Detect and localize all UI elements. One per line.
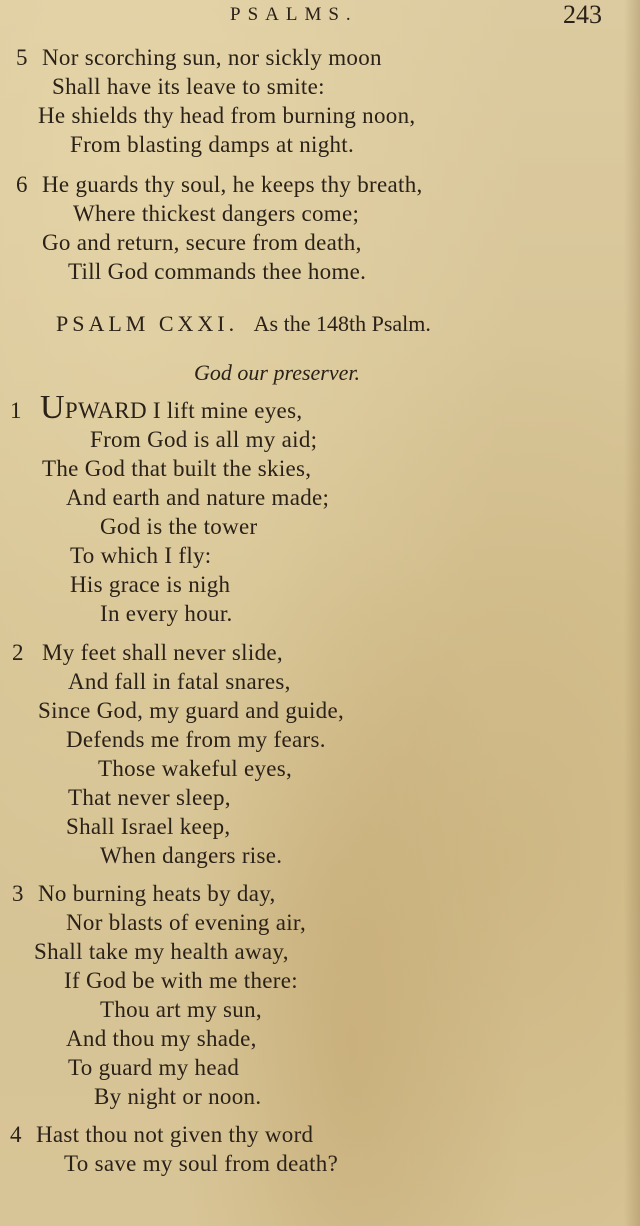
psalm-title	[56, 311, 431, 337]
verse-line: He shields thy head from burning noon,	[38, 103, 416, 128]
verse-line: If God be with me there:	[64, 968, 298, 993]
verse-line: From God is all my aid;	[90, 427, 318, 452]
verse-line: Shall take my health away,	[34, 939, 289, 964]
verse-line: In every hour.	[100, 601, 233, 626]
verse-line: Since God, my guard and guide,	[38, 698, 345, 723]
verse-line: His grace is nigh	[70, 572, 231, 597]
verse-line: My feet shall never slide,	[42, 640, 283, 665]
psalm-number: PSALM CXXI.	[56, 311, 239, 336]
verse-line-first	[40, 389, 303, 426]
verse-line: To guard my head	[68, 1055, 240, 1080]
verse-line: To which I fly:	[70, 543, 212, 568]
verse-number: 1	[10, 398, 22, 423]
verse-line: Go and return, secure from death,	[42, 230, 362, 255]
verse-line: That never sleep,	[68, 785, 231, 810]
verse-line: Defends me from my fears.	[66, 727, 326, 752]
verse-line: God is the tower	[100, 514, 258, 539]
verse-line-text: PWARD I lift mine eyes,	[64, 398, 303, 423]
page-fold-shadow	[624, 0, 640, 1226]
verse-number: 6	[16, 172, 28, 197]
psalm-subtitle: God our preserver.	[194, 360, 360, 385]
verse-number: 4	[10, 1122, 22, 1147]
verse-number: 2	[12, 640, 24, 665]
drop-cap: U	[40, 389, 65, 426]
verse-line: And earth and nature made;	[66, 485, 330, 510]
verse-line: From blasting damps at night.	[70, 132, 355, 157]
verse-line: To save my soul from death?	[64, 1151, 339, 1176]
verse-line: Hast thou not given thy word	[36, 1122, 314, 1147]
verse-number: 5	[16, 45, 28, 70]
verse-line: Those wakeful eyes,	[98, 756, 293, 781]
psalm-meter: As the 148th Psalm.	[253, 311, 431, 336]
verse-line: The God that built the skies,	[42, 456, 312, 481]
verse-line: Thou art my sun,	[100, 997, 262, 1022]
verse-line: By night or noon.	[94, 1084, 262, 1109]
verse-line: And fall in fatal snares,	[68, 669, 291, 694]
verse-line: Nor blasts of evening air,	[66, 910, 307, 935]
verse-line: Till God commands thee home.	[68, 259, 367, 284]
verse-line: Shall have its leave to smite:	[52, 74, 325, 99]
verse-line: Shall Israel keep,	[66, 814, 231, 839]
verse-line: Nor scorching sun, nor sickly moon	[42, 45, 382, 70]
running-head: PSALMS.	[230, 4, 358, 25]
verse-line: When dangers rise.	[100, 843, 283, 868]
page-header	[0, 2, 640, 32]
verse-line: He guards thy soul, he keeps thy breath,	[42, 172, 423, 197]
verse-number: 3	[12, 881, 24, 906]
verse-line: And thou my shade,	[66, 1026, 257, 1051]
verse-line: Where thickest dangers come;	[73, 201, 360, 226]
verse-line: No burning heats by day,	[38, 881, 276, 906]
page-number: 243	[563, 0, 602, 29]
